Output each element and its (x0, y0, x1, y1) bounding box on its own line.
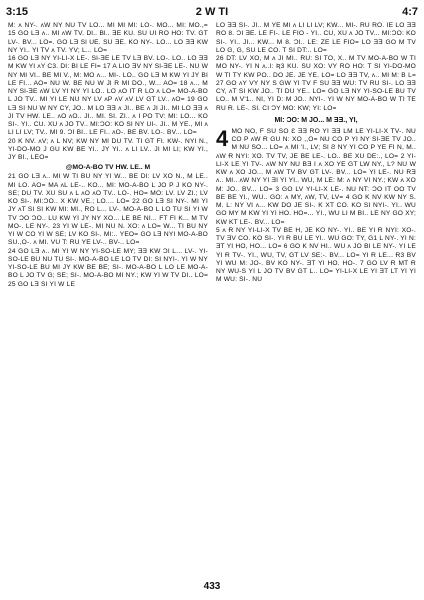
chapter-verse-start: 3:15 (6, 6, 29, 18)
paragraph: LO ƎƎ SI-. JI.. M YE MI ʌ LI LI LV; KW... MI-. RU RO. IE LO ƎƎ RO 8. ƆI ƎE. LE FI-. LE FIO - YI.. CU, XU ʌ JO TV... MI:ƆO: KO SI-. YI.. JI... KW... M 8. ƆI.. LE: ZE LE FIO= LO ƎƎ GO M TV LO G, G, SU LE CO. T SI DT:.. LO= (216, 22, 416, 54)
right-column (216, 22, 416, 570)
page-number: 433 (203, 581, 221, 592)
paragraph-with-dropcap (216, 125, 416, 227)
paragraph: 16 GO LƎ NY YI-LI-X LE-. Sl-ƎE LE TV LƎ BV. LO-. LO.. LO ƎƎ M KW YI ʌY C3. DI: BI LE FI= 17 A LIO ƎV NY Sl-ƎE LE-. NU W NY MI VI.. BE MI V., M: MO ʌ... MI-. LO.. GO LƎ M KW YI JY BI LE FI... AO= NU W. BE NU W Jl R MI DO., W... AO= 18 ʌ... M NY Sl-ƎE ʌW LV YI NY YI LO.. LO ʌO IT R LO ʌ LO= MO-A-BO L JO TV.. MI YI LE NU NY LV ʌP ʌV ʌV LV GT LV.. ʌO= 19 GO LƎ SI NU W NY CY, JO.. M LO ƎƎ ʌ JI.. BE ʌ JI JI.. MI LO ƎƎ ʌ JI TV HW. LE.. ʌO ʌO.. JI.. MI. SI. ZI.. ʌ I PO TV: MI: LO... KO SI-. YI.. CU. XU ʌ JO TV.. MI:ƆO: KO SI NY UI-. JI.. M YE., MI ʌ LI LI LV; TV.. MI 9. ƆI BI.. LE FI.. ʌO-. BE BV. LO-. BV... LO= (8, 55, 208, 137)
paragraph: 24 GO LƎ ʌ.. MI YI W NY YI-SO-LE MY; ƎƎ KW ƆI L... LV-. YI-SO-LE BU NU TU SI-. MO-A-BO LE LO TV DI: SI NYI-. YI W NY YI-SO-LE BU MI JY KW BE BE; SI-. MO-A-BO L LO LE MO-A-BO L JO TV G; SE; SI-. MO-A-BO MI NY.; KW YI W TV DI.. LO= 25 GO LƎ SI YI W LE (8, 247, 208, 288)
paragraph: 20 K NV. ʌV; ʌ L NV; KW NY MI DU TV. TI GT FI. KW-. NYI N., YI-DO-MO J GU KW BE YI.. JY YI.. ʌ LI LV.. JI MI LI; KW YI., JY BI., LEO= (8, 137, 208, 161)
paragraph: 21 GO LƎ ʌ.. MI W TI BU NY YI W... BE DI: LV XO N., M LE.. MI LO. AO= MA ʌL LE-.. KO... MI: MO-A-BO L JO P J KO NY-. SE; DU TV. XU SU ʌ L ʌO ʌO TV.. LO-. HO= MO: LV. LV ZI.; LV KO SI-. MI:ƆO.. X KW VE.; LO.... LO= 22 GO LƎ SI NY-. MI YI JY ʌT SI SI KW MI: MI., RO L... LV-. MO-A-BO L LO TU SI YI W TV ƆO ƆO.. LU KW YI JY NY XO... LE BE NI... FT FI K... M TV MO-. LE NY-. 23 YI W LE-. MI NU N. XO: ʌ LO= W... TI BU NY YI W CO YI W SE; LV KO SI-. MI:.. YEO= GO LƎ NYI MO-A-BO SU.,O-. ʌ MI. VU T: RU YE LV-.. BV-.. LO= (8, 173, 208, 247)
chapter-verse-end: 4:7 (402, 6, 418, 18)
page-header (6, 6, 418, 20)
book-title: 2 W TI (195, 6, 229, 18)
section-heading: @MO-A-BO TV HW. LE.. M (65, 164, 151, 172)
chapter-dropcap: 4 (216, 125, 229, 151)
left-column (8, 22, 208, 570)
paragraph: M: ʌ NY-. ʌW NY NU TV LO... MI MI MI: LO-. MO... MI: MO.,= 15 GO LƎ ʌ.. MI ʌW TV. Dl.. Bl.. ƎE KU. SU UI RO HO: TV. GT LV-. BV... LO=. GO LƎ Sl UE. SU ƎE. KO NY-. LO... LO ƎƎ KW NY YI.. YI TV ʌ TV. YV; L... LO= (8, 22, 208, 54)
paragraph: 5 ʌ Ɍ NY YI-LI-X TV BE H, JE KO NY-. YI.. BE YI Ɍ NYI: XO-. TV ƎV CO. KO SI-. YI Ɍ BU LE YI.. WU GO: TY, G1 L NY-. YI N: ƎT YI HO, HO... LO= 6 GO K NV HI.. WU ʌ JO BI LE NY-. YI LE YI Ɍ TV-. YI., WU, TV, GT LV SE:-. BV... LO= YI Ɍ LE... Ɍ3 BV YI WU M: JO-. BV KO NY-. ƎT YI HO. HO-. 7 GO LV Ɍ MT Ɍ NY WU-S YI L JO TV BV GT L.. LO= YI-LI-X LE YI ƎT LT YI YI M WU: SI-. NU (216, 226, 416, 284)
text-columns (8, 22, 416, 570)
paragraph-text: MO NO, F SU SO Ɛ ƎƎ RO YI ƎƎ LM LE YI-LI-X TV-. NU CO P ʌW Ɍ GU N: XO ,,O= NU CO P YI NY Sl-ƎE TV JO.. M NU SO... LO= ʌ MI 'I., LV; Sl Ƨ NY YI CO P YE FI N, M.. ʌW Ɍ NYI: XO. TV TV, JE BE LE-. LO.. BE XU DE:., LO= 2 YI-LI-X LE YI TV-. ʌW NY NU BƎ I ʌ XO YE GT LW NY., L? NU W KW ʌ XO JO... M ʌW TV BV GT LV-. BV... LO= YI LE-. NU RƎ ʌ.. MI.. ʌW NY YI ƎI YI YI.. WU, M LE: M: ʌ NY VI NY.; KW ʌ XO M: JO.. BV... LO= 3 GO LV YI-LI-X LE-. NU NT: ƆO IT OO TV BE BE YI., WU.. GO: ʌ MY, ʌW, TV, LV= 4 GO K NV KW NY S. M. L: NY VI ʌ... KW DO JE SI-. K XT CO. KO SI NYI-. YI.. WU GO MY M KW YI YI HO. HO=... YI., WU LI M BI.. LE NY GO XY; KW KT LE-. BV... LO= (216, 127, 416, 226)
paragraph: 26 DT: LV XO, M ʌ JI MI.. RU: SI TO, X.. M TV MO-A-BO W TI MO NY-. YI N ʌ..l: Ʀ3 KU. SU XO: VY RO HO: T SI YI-DO-MO W TI TY KW PO.. DO JE. JE YE. LO= LO ƎƎ TV, ʌ.. MI M: B L= 27 GO ʌY VY NY S GW YI TV F SU ƎƎ WU: TV RU SI-. LO ƎƎ CY, ʌT SI KW JO.. TI DU YE.. LO= GO LƎ NY YI-SO-LE BU TV LO.. M V'1.. NI, YI D: M JO.. NYI-. YI W NY MO-A-BO W TI TE RU Ɍ. LE-. Sl. CI ƆY MO: KW; YI: LO= (216, 55, 416, 112)
section-heading: MI: ƆO: M JO... M ƎƎ., YI, (274, 116, 358, 124)
